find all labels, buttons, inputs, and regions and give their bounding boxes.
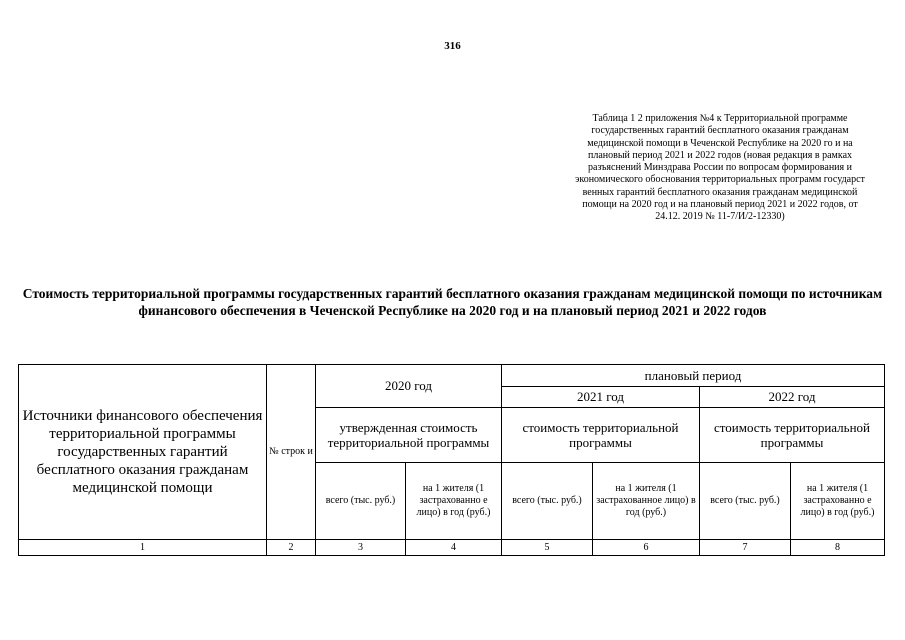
header-per-capita-2021: на 1 жителя (1 застрахованное лицо) в год (руб.) [593, 463, 700, 540]
page-number: 316 [444, 40, 461, 52]
header-year-2022: 2022 год [700, 387, 885, 408]
annex-note: Таблица 1 2 приложения №4 к Территориальной программе государственных гарантий бесплатного оказания гражданам медицинской помощи в Чеченской Республике на 2020 го и на плановый период 2021 и 2022 годов (новая редакция в рамках разъяснений Минздрава России по вопросам формирования и экономического обоснования территориальных программ государст венных гарантий бесплатного оказания гражданам медицинской помощи на 2020 год и на плановый период 2021 и 2022 годов, от 24.12. 2019 № 11-7/И/2-12330) [575, 113, 865, 223]
header-row-number: № строк и [267, 365, 316, 540]
column-number: 8 [791, 540, 885, 556]
column-number: 2 [267, 540, 316, 556]
header-cost-2022: стоимость территориальной программы [700, 408, 885, 463]
header-year-2021: 2021 год [502, 387, 700, 408]
document-title: Стоимость территориальной программы государственных гарантий бесплатного оказания гражданам медицинской помощи по источникам финансового обеспечения в Чеченской Республике на 2020 год и на плановый период 2021 и 2022 годов [22, 286, 883, 318]
header-per-capita-2022: на 1 жителя (1 застрахованно е лицо) в год (руб.) [791, 463, 885, 540]
column-number: 3 [316, 540, 406, 556]
cost-table [18, 364, 885, 556]
column-number: 6 [593, 540, 700, 556]
column-number: 5 [502, 540, 593, 556]
column-number: 4 [406, 540, 502, 556]
header-per-capita-2020: на 1 жителя (1 застрахованно е лицо) в год (руб.) [406, 463, 502, 540]
header-total-2022: всего (тыс. руб.) [700, 463, 791, 540]
header-total-2020: всего (тыс. руб.) [316, 463, 406, 540]
column-number: 7 [700, 540, 791, 556]
header-source: Источники финансового обеспечения территориальной программы государственных гарантий бесплатного оказания гражданам медицинской помощи [19, 365, 267, 540]
column-number: 1 [19, 540, 267, 556]
header-year-2020: 2020 год [316, 365, 502, 408]
header-total-2021: всего (тыс. руб.) [502, 463, 593, 540]
header-cost-2021: стоимость территориальной программы [502, 408, 700, 463]
header-cost-2020: утвержденная стоимость территориальной программы [316, 408, 502, 463]
column-number-row [19, 540, 885, 556]
header-planned-period: плановый период [502, 365, 885, 387]
